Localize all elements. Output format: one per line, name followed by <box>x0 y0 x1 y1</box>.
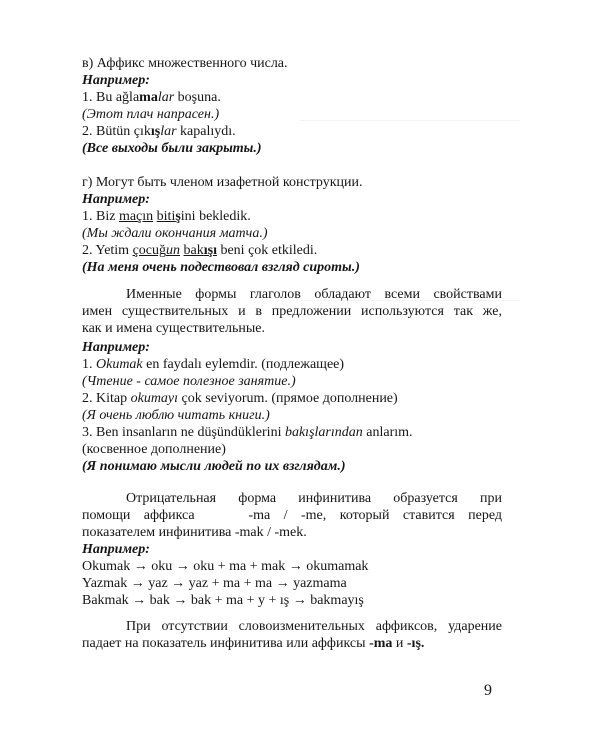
paragraph-stress <box>82 618 502 652</box>
example-line: 1. Biz maçın bitişini bekledik. <box>82 209 251 224</box>
example-translation: (Чтение - самое полезное занятие.) <box>82 374 296 389</box>
example-translation: (Этот плач напрасен.) <box>82 107 220 122</box>
example-label: Например: <box>82 192 150 207</box>
example-line: 2. Kitap okumayı çok seviyorum. (прямое дополнение) <box>82 391 398 406</box>
example-line: 3. Ben insanların ne düşündüklerini bakışlarından anlarım. <box>82 425 413 440</box>
example-translation: (Мы ждали окончания матча.) <box>82 226 268 241</box>
example-line: 1. Bu ağlamalar boşuna. <box>82 90 221 105</box>
section-g-heading: г) Могут быть членом изафетной конструкции. <box>82 175 363 190</box>
example-line: 2. Bütün çıkışlar kapalıydı. <box>82 124 236 139</box>
section-v-heading: в) Аффикс множественного числа. <box>82 56 288 71</box>
example-translation: (Все выходы были закрыты.) <box>82 141 262 156</box>
example-line: 2. Yetim çocuğun bakışı beni çok etkiledi. <box>82 243 318 258</box>
example-label: Например: <box>82 340 150 355</box>
example-translation: (Я понимаю мысли людей по их взглядам.) <box>82 459 346 474</box>
paragraph-line: имен существительных и в предложении используются так же, <box>82 304 502 319</box>
example-translation: (Я очень люблю читать книги.) <box>82 408 270 423</box>
example-label: Например: <box>82 73 150 88</box>
page-number: 9 <box>484 682 492 699</box>
paragraph-line: падает на показатель инфинитива или аффиксы -ma и -ış. <box>82 636 425 651</box>
paragraph-line: показателем инфинитива -mak / -mek. <box>82 525 307 540</box>
example-translation: (На меня очень подествовал взгляд сироты.) <box>82 260 360 275</box>
example-note: (косвенное дополнение) <box>82 442 226 457</box>
paragraph-negative-infinitive <box>82 490 502 541</box>
example-line: 1. Okumak en faydalı eylemdir. (подлежащее) <box>82 357 345 372</box>
derivation-line: Bakmak → bak → bak + ma + y + ış → bakmayış <box>82 593 364 608</box>
example-label: Например: <box>82 542 150 557</box>
derivation-line: Yazmak → yaz → yaz + ma + ma → yazmama <box>82 576 347 591</box>
paragraph-line: как и имена существительные. <box>82 321 265 336</box>
paragraph-line: Именные формы глаголов обладают всеми свойствами <box>126 287 502 302</box>
bleed-through <box>300 120 520 121</box>
paragraph-line: Отрицательная форма инфинитива образуется при <box>126 491 502 506</box>
paragraph-nominal-forms <box>82 286 502 337</box>
derivation-line: Okumak → oku → oku + ma + mak → okumamak <box>82 559 369 574</box>
paragraph-line: помощи аффикса -ma / -me, который ставится перед <box>82 508 502 523</box>
paragraph-line: При отсутствии словоизменительных аффиксов, ударение <box>126 619 502 634</box>
